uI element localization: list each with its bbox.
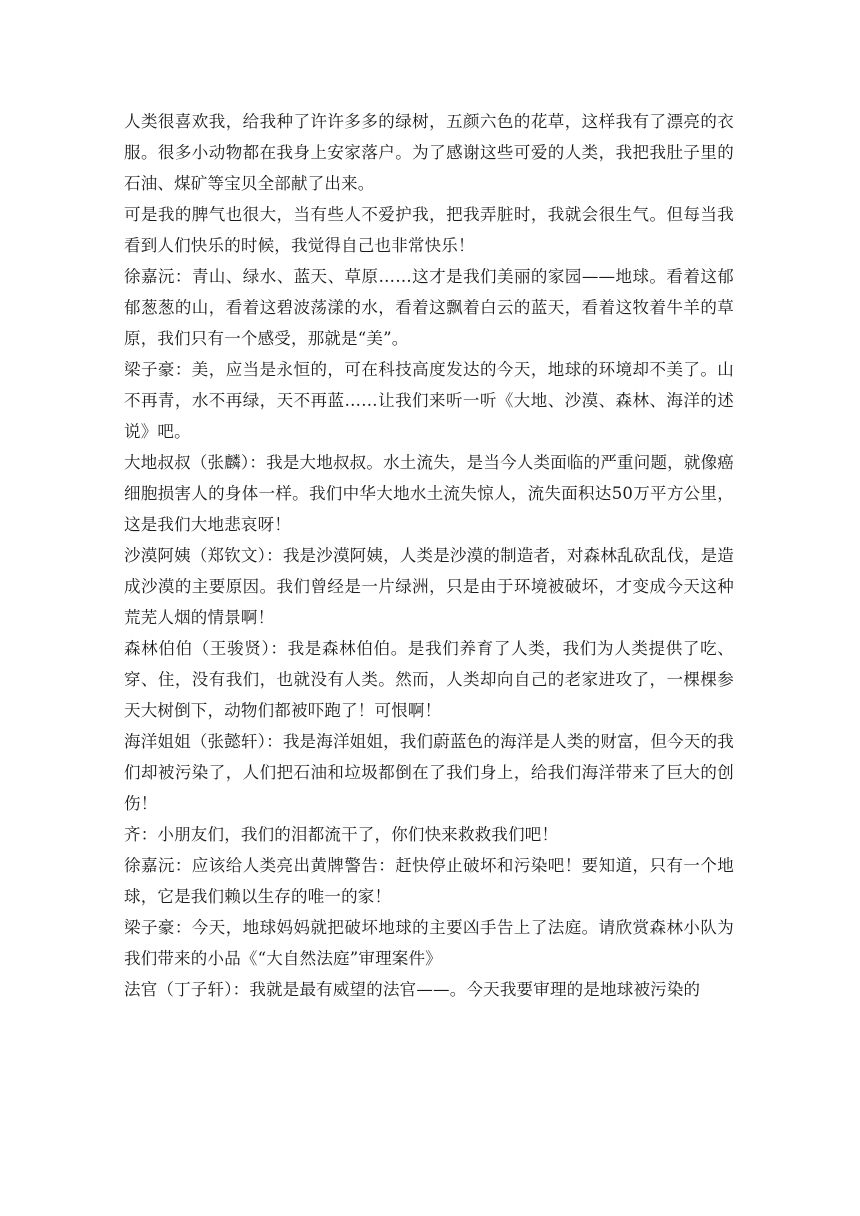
- paragraph-liang-not-beautiful: 梁子豪：美，应当是永恒的，可在科技高度发达的今天，地球的环境却不美了。山不再青，水不再绿，天不再蓝……让我们来听一听《大地、沙漠、森林、海洋的述说》吧。: [124, 360, 734, 441]
- paragraph-earth-gifts: 人类很喜欢我，给我种了许许多多的绿树，五颜六色的花草，这样我有了漂亮的衣服。很多小动物都在我身上安家落户。为了感谢这些可爱的人类，我把我肚子里的石油、煤矿等宝贝全部献了出来。: [124, 112, 734, 193]
- paragraph-all-together: 齐：小朋友们，我们的泪都流干了，你们快来救救我们吧！: [124, 825, 559, 844]
- paragraph-xu-beautiful-home: 徐嘉沅：青山、绿水、蓝天、草原……这才是我们美丽的家园——地球。看着这郁郁葱葱的山，看着这碧波荡漾的水，看着这飘着白云的蓝天，看着这牧着牛羊的草原，我们只有一个感受，那就是“美”。: [124, 267, 734, 348]
- paragraph-earth-temper: 可是我的脾气也很大，当有些人不爱护我，把我弄脏时，我就会很生气。但每当我看到人们快乐的时候，我觉得自己也非常快乐！: [124, 205, 734, 255]
- paragraph-liang-court: 梁子豪：今天，地球妈妈就把破坏地球的主要凶手告上了法庭。请欣赏森林小队为我们带来的小品《“大自然法庭”审理案件》: [124, 918, 734, 968]
- paragraph-land-uncle: 大地叔叔（张麟）：我是大地叔叔。水土流失，是当今人类面临的严重问题，就像癌细胞损害人的身体一样。我们中华大地水土流失惊人，流失面积达50万平方公里，这是我们大地悲哀呀！: [124, 453, 734, 534]
- document-body: [124, 106, 734, 1005]
- paragraph-ocean-sister: 海洋姐姐（张懿轩）：我是海洋姐姐，我们蔚蓝色的海洋是人类的财富，但今天的我们却被污染了，人们把石油和垃圾都倒在了我们身上，给我们海洋带来了巨大的创伤！: [124, 732, 734, 813]
- paragraph-xu-yellow-card: 徐嘉沅：应该给人类亮出黄牌警告：赶快停止破坏和污染吧！要知道，只有一个地球，它是我们赖以生存的唯一的家！: [124, 856, 734, 906]
- paragraph-judge: 法官（丁子轩）：我就是最有威望的法官——。今天我要审理的是地球被污染的: [124, 980, 701, 999]
- paragraph-desert-aunt: 沙漠阿姨（郑钦文）：我是沙漠阿姨，人类是沙漠的制造者，对森林乱砍乱伐，是造成沙漠的主要原因。我们曾经是一片绿洲，只是由于环境被破坏，才变成今天这种荒芜人烟的情景啊！: [124, 546, 734, 627]
- paragraph-forest-uncle: 森林伯伯（王骏贤）：我是森林伯伯。是我们养育了人类，我们为人类提供了吃、穿、住，没有我们，也就没有人类。然而，人类却向自己的老家进攻了，一棵棵参天大树倒下，动物们都被吓跑了！可恨啊！: [124, 639, 734, 720]
